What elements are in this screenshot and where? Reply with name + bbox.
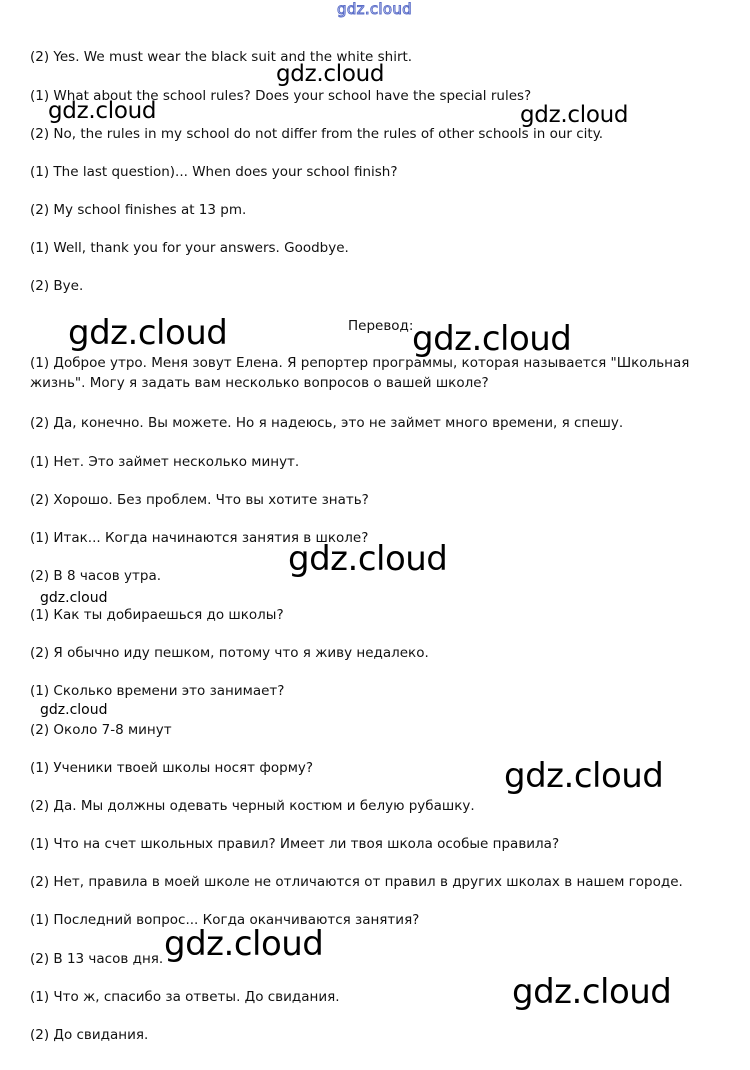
russian-line: (1) Что на счет школьных правил? Имеет ли твоя школа особые правила? <box>30 836 560 852</box>
english-line: (1) What about the school rules? Does your school have the special rules? <box>30 88 532 104</box>
russian-line: (1) Доброе утро. Меня зовут Елена. Я репортер программы, которая называется "Школьная жизнь". Могу я задать вам несколько вопросов о вашей школе? <box>30 355 690 391</box>
watermark: gdz.cloud <box>288 539 448 579</box>
watermark: gdz.cloud <box>276 61 385 87</box>
russian-line: (1) Нет. Это займет несколько минут. <box>30 454 300 470</box>
russian-line: (2) Нет, правила в моей школе не отличаются от правил в других школах в нашем городе. <box>30 874 683 890</box>
russian-line: (2) Я обычно иду пешком, потому что я живу недалеко. <box>30 645 429 661</box>
russian-line: (2) Да. Мы должны одевать черный костюм и белую рубашку. <box>30 798 475 814</box>
russian-line: (1) Сколько времени это занимает? <box>30 683 285 699</box>
watermark: gdz.cloud <box>40 702 108 718</box>
russian-line: (2) В 8 часов утра. <box>30 568 162 584</box>
watermark: gdz.cloud <box>164 924 324 964</box>
english-line: (1) Well, thank you for your answers. Goodbye. <box>30 240 349 256</box>
russian-line: (1) Как ты добираешься до школы? <box>30 607 284 623</box>
english-line: (2) My school finishes at 13 pm. <box>30 202 247 218</box>
watermark: gdz.cloud <box>40 590 108 606</box>
russian-line: (2) Хорошо. Без проблем. Что вы хотите знать? <box>30 492 369 508</box>
english-line: (2) No, the rules in my school do not differ from the rules of other schools in our city. <box>30 126 604 142</box>
russian-line: (1) Ученики твоей школы носят форму? <box>30 760 314 776</box>
watermark: gdz.cloud <box>412 319 572 359</box>
english-line: (2) Bye. <box>30 278 84 294</box>
russian-line: (1) Что ж, спасибо за ответы. До свидания. <box>30 989 340 1005</box>
watermark: gdz.cloud <box>512 972 672 1012</box>
russian-line: (2) Да, конечно. Вы можете. Но я надеюсь, это не займет много времени, я спешу. <box>30 415 624 431</box>
english-line: (2) Yes. We must wear the black suit and the white shirt. <box>30 49 413 65</box>
watermark: gdz.cloud <box>504 756 664 796</box>
translation-heading: Перевод: <box>348 318 414 334</box>
russian-line: (2) В 13 часов дня. <box>30 951 164 967</box>
russian-line: (2) Около 7-8 минут <box>30 722 172 738</box>
russian-line: (1) Последний вопрос... Когда оканчиваются занятия? <box>30 912 420 928</box>
watermark: gdz.cloud <box>68 313 228 353</box>
watermark: gdz.cloud <box>520 102 629 128</box>
russian-line: (2) До свидания. <box>30 1027 149 1043</box>
header-watermark: gdz.cloud <box>337 0 413 18</box>
russian-line: (1) Итак... Когда начинаются занятия в школе? <box>30 530 369 546</box>
watermark: gdz.cloud <box>48 98 157 124</box>
english-line: (1) The last question)... When does your school finish? <box>30 164 398 180</box>
